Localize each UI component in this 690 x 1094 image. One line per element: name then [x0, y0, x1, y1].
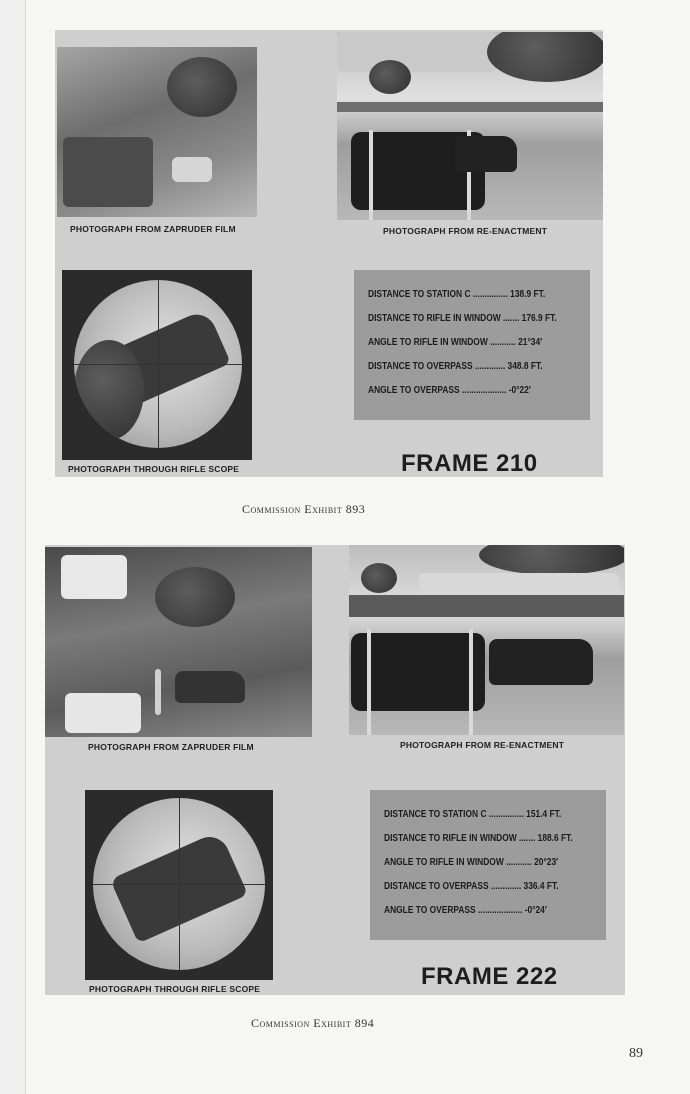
rifle-scope-view-222 — [93, 798, 265, 970]
measurement-row: ANGLE TO OVERPASS ................... -0°24′ — [384, 904, 547, 916]
scope-photo-210-frame — [62, 270, 252, 460]
measurement-row: DISTANCE TO STATION C ............... 138.9 FT. — [368, 288, 546, 300]
caption-zapruder-210: PHOTOGRAPH FROM ZAPRUDER FILM — [70, 224, 236, 234]
frame-label-210: FRAME 210 — [401, 450, 538, 477]
rifle-scope-view-210 — [74, 280, 242, 448]
exhibit-label-893: Commission Exhibit 893 — [242, 502, 366, 516]
measurement-row: ANGLE TO RIFLE IN WINDOW ........... 20°23′ — [384, 856, 559, 868]
measurement-row: DISTANCE TO OVERPASS ............. 348.8 FT. — [368, 360, 543, 372]
reenactment-photo-210 — [337, 32, 603, 220]
scope-photo-222-frame — [85, 790, 273, 980]
zapruder-photo-222 — [45, 547, 312, 737]
measurement-row: DISTANCE TO STATION C ............... 151.4 FT. — [384, 808, 562, 820]
caption-scope-210: PHOTOGRAPH THROUGH RIFLE SCOPE — [68, 464, 240, 474]
reenactment-photo-222 — [349, 545, 624, 735]
caption-reenactment-210: PHOTOGRAPH FROM RE-ENACTMENT — [383, 226, 548, 236]
frame-label-222: FRAME 222 — [421, 963, 558, 990]
page-number: 89 — [629, 1046, 643, 1061]
measurement-row: DISTANCE TO RIFLE IN WINDOW ....... 176.9 FT. — [368, 312, 557, 324]
measurement-row: DISTANCE TO OVERPASS ............. 336.4 FT. — [384, 880, 559, 892]
caption-scope-222: PHOTOGRAPH THROUGH RIFLE SCOPE — [89, 984, 261, 994]
exhibit-label-894: Commission Exhibit 894 — [251, 1016, 375, 1030]
measurement-table-222 — [370, 790, 606, 940]
measurement-row: DISTANCE TO RIFLE IN WINDOW ....... 188.6 FT. — [384, 832, 573, 844]
caption-zapruder-222: PHOTOGRAPH FROM ZAPRUDER FILM — [88, 742, 254, 752]
caption-reenactment-222: PHOTOGRAPH FROM RE-ENACTMENT — [400, 740, 565, 750]
measurement-row: ANGLE TO RIFLE IN WINDOW ........... 21°34′ — [368, 336, 543, 348]
measurement-row: ANGLE TO OVERPASS ................... -0°22′ — [368, 384, 531, 396]
zapruder-photo-210 — [57, 47, 257, 217]
measurement-table-210 — [354, 270, 590, 420]
